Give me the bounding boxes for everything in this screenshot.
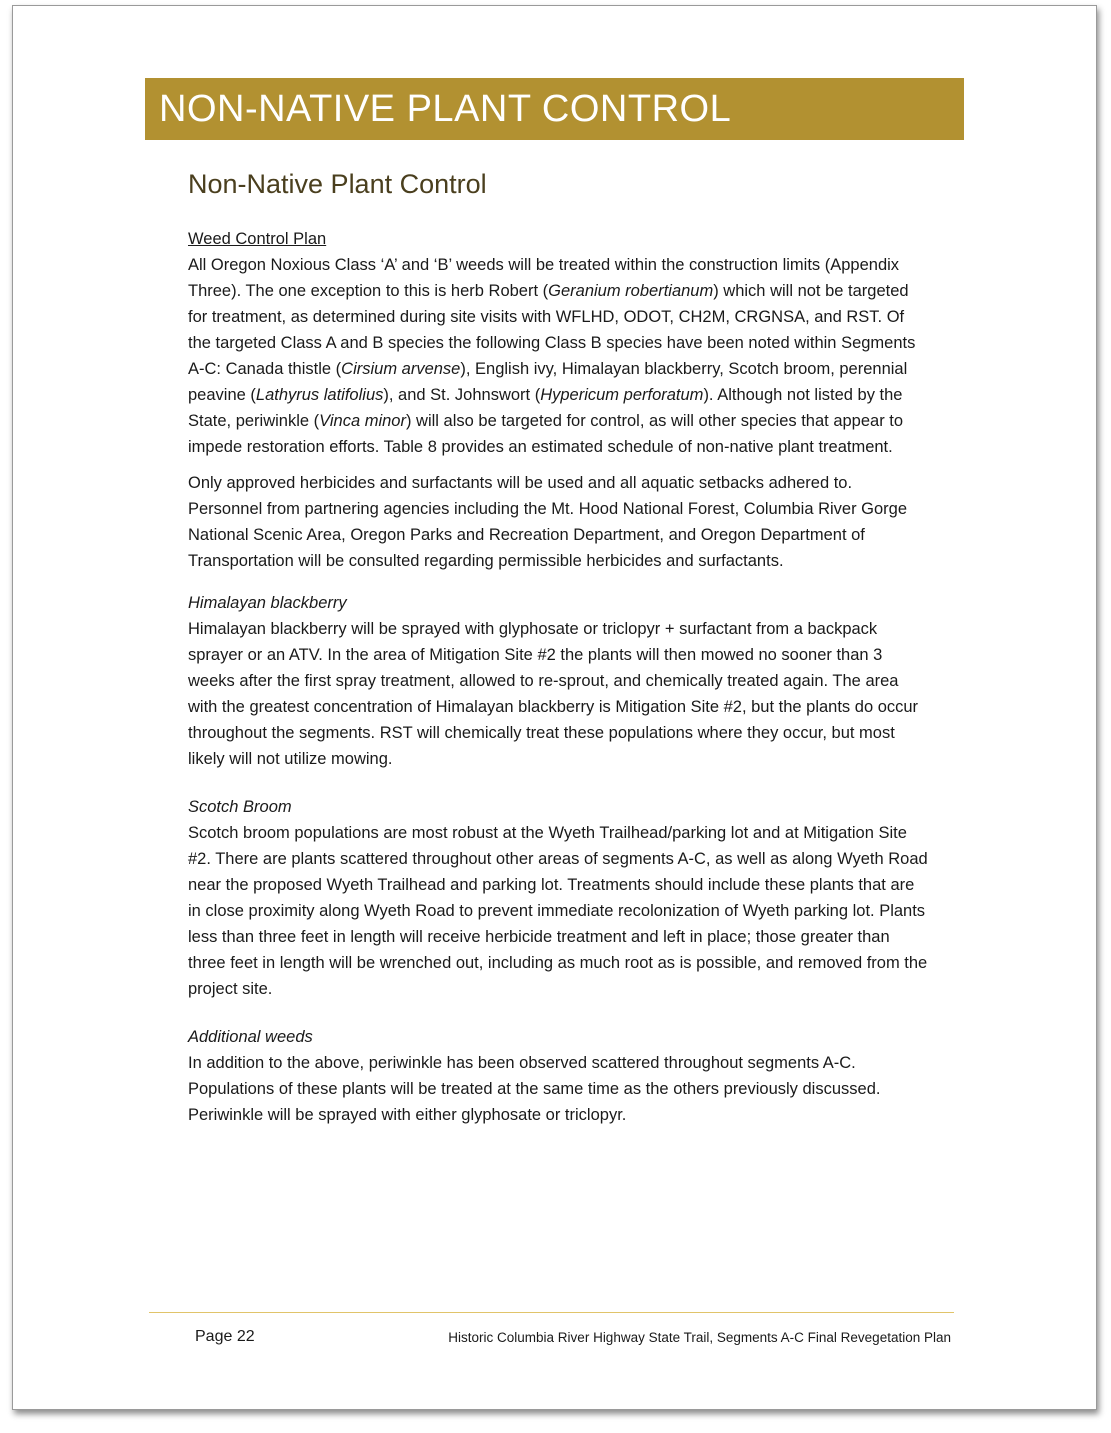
weed-control-paragraph-1: All Oregon Noxious Class ‘A’ and ‘B’ weeds will be treated within the construction limits (Appendix Three). The one exception to this is herb Robert (Geranium robertianum) which will not be targeted for treatment, as determined during site visits with WFLHD, ODOT, CH2M, CRGNSA, and RST. Of the targeted Class A and B species the following Class B species have been noted within Segments A-C: Canada thistle (Cirsium arvense), English ivy, Himalayan blackberry, Scotch broom, perennial peavine (Lathyrus latifolius), and St. Johnswort (Hypericum perforatum). Although not listed by the State, periwinkle (Vinca minor) will also be targeted for control, as will other species that appear to impede restoration efforts. Table 8 provides an estimated schedule of non-native plant treatment. (188, 256, 916, 456)
additional-weeds-title: Additional weeds (188, 1028, 313, 1046)
weed-control-paragraph-2: Only approved herbicides and surfactants will be used and all aquatic setbacks adhered to. Personnel from partnering agencies including the Mt. Hood National Forest, Columbia River Gorge National Scenic Area, Oregon Parks and Recreation Department, and Oregon Department of Transportation will be consulted regarding permissible herbicides and surfactants. (188, 474, 908, 570)
page-number: Page 22 (195, 1328, 255, 1345)
document-page (12, 5, 1097, 1410)
species-geranium: Geranium robertianum (548, 282, 714, 300)
species-cirsium: Cirsium arvense (341, 360, 461, 378)
scotch-broom-paragraph: Scotch broom populations are most robust at the Wyeth Trailhead/parking lot and at Mitigation Site #2. There are plants scattered throughout other areas of segments A-C, as well as along Wyeth Road near the proposed Wyeth Trailhead and parking lot. Treatments should include these plants that are in close proximity along Wyeth Road to prevent immediate recolonization of Wyeth parking lot. Plants less than three feet in length will receive herbicide treatment and left in place; those greater than three feet in length will be wrenched out, including as much root as is possible, and removed from the project site. (188, 824, 928, 998)
weed-control-plan-title: Weed Control Plan (188, 230, 327, 248)
species-vinca: Vinca minor (319, 412, 406, 430)
blackberry-paragraph: Himalayan blackberry will be sprayed with glyphosate or triclopyr + surfactant from a backpack sprayer or an ATV. In the area of Mitigation Site #2 the plants will then mowed no sooner than 3 weeks after the first spray treatment, allowed to re-sprout, and chemically treated again. The area with the greatest concentration of Himalayan blackberry is Mitigation Site #2, but the plants do occur throughout the segments. RST will chemically treat these populations where they occur, but most likely will not utilize mowing. (188, 620, 919, 768)
section-banner: NON-NATIVE PLANT CONTROL (145, 78, 964, 140)
page-content (188, 166, 928, 1128)
species-lathyrus: Lathyrus latifolius (255, 386, 384, 404)
blackberry-title: Himalayan blackberry (188, 594, 347, 612)
additional-weeds-paragraph: In addition to the above, periwinkle has been observed scattered throughout segments A-C. Populations of these plants will be treated at the same time as the others previously discussed. Periwinkle will be sprayed with either glyphosate or triclopyr. (188, 1054, 881, 1124)
species-hypericum: Hypericum perforatum (540, 386, 704, 404)
footer-document-title: Historic Columbia River Highway State Trail, Segments A-C Final Revegetation Plan (448, 1330, 951, 1345)
scotch-broom-title: Scotch Broom (188, 798, 292, 816)
footer-divider (149, 1312, 954, 1313)
page-heading: Non-Native Plant Control (188, 169, 487, 199)
